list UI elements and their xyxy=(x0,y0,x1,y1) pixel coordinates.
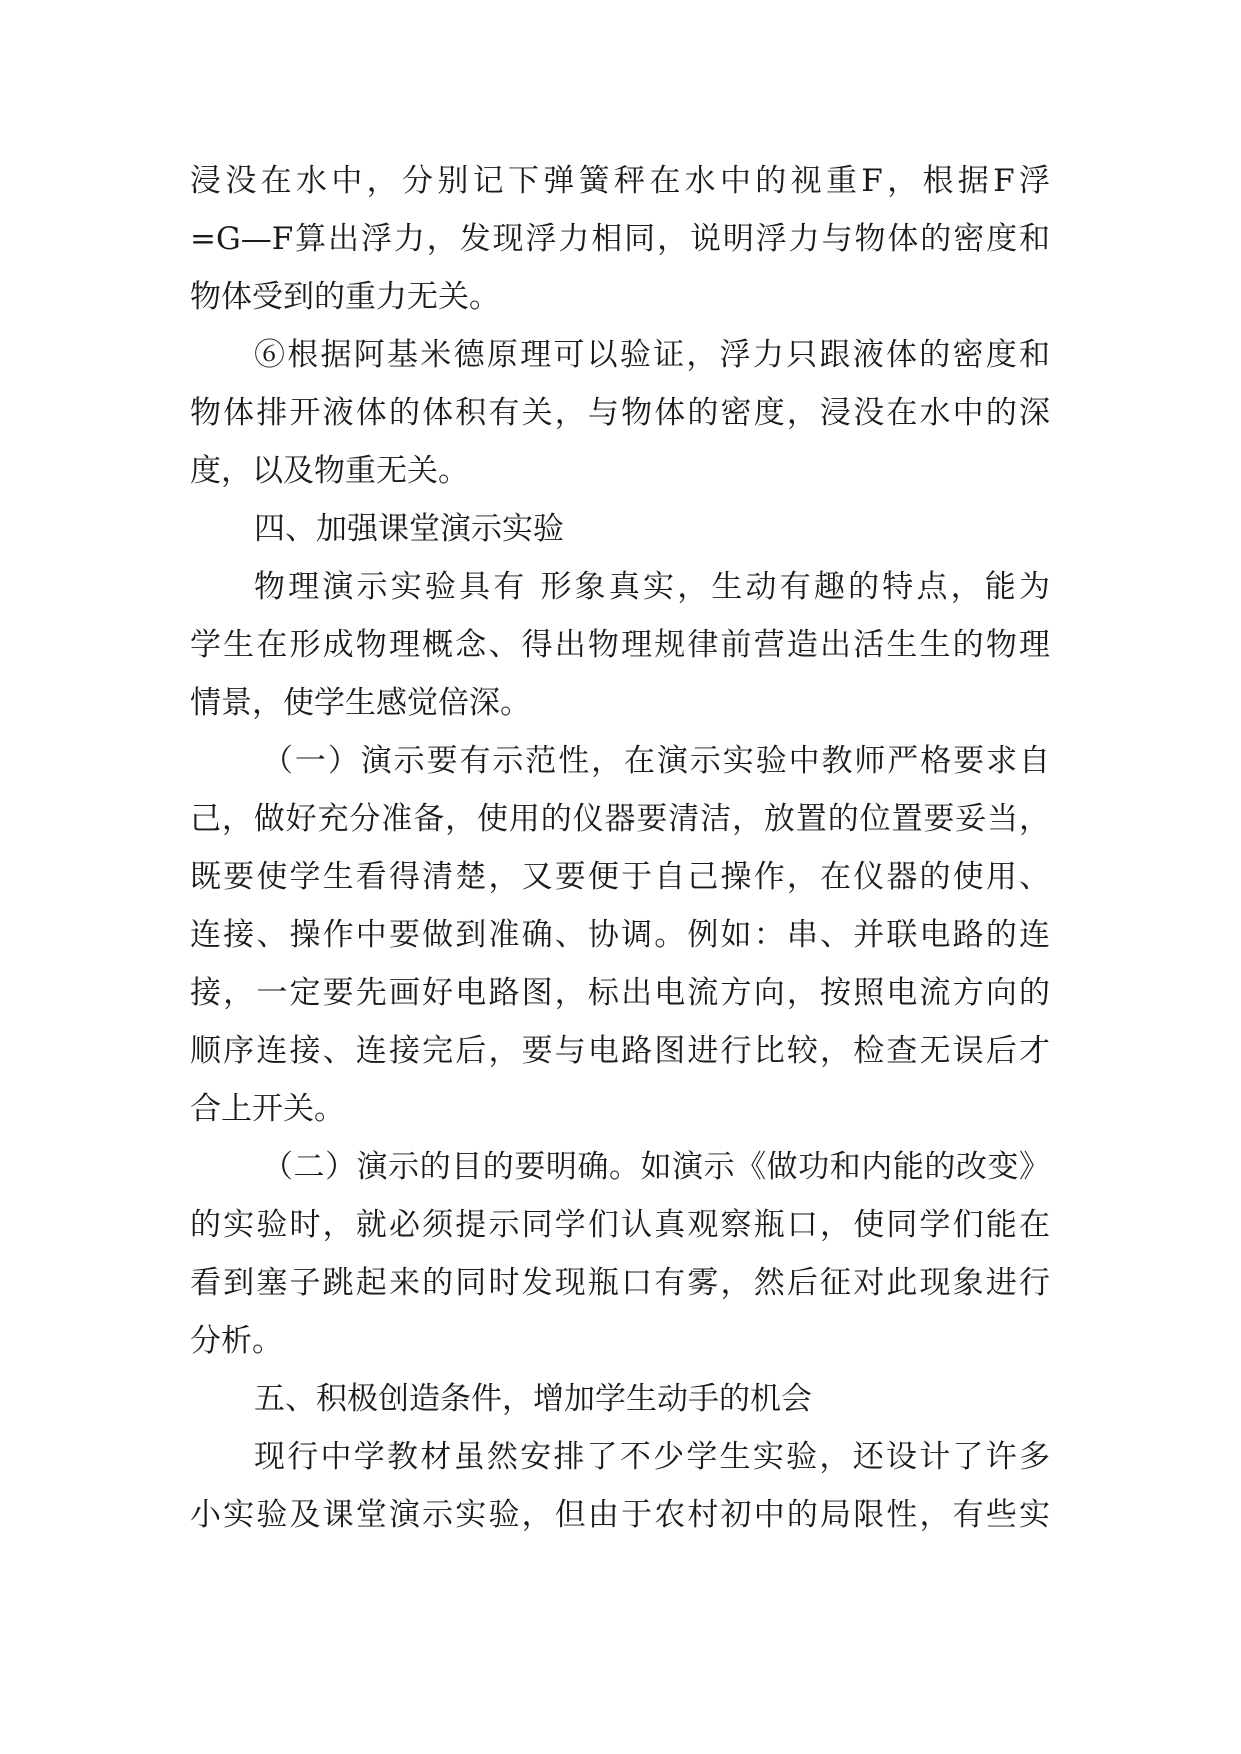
paragraph-line: 顺序连接、连接完后，要与电路图进行比较，检查无误后才 xyxy=(190,1033,1050,1069)
paragraph-line: 看到塞子跳起来的同时发现瓶口有雾，然后征对此现象进行 xyxy=(190,1265,1050,1301)
paragraph-line: 接，一定要先画好电路图，标出电流方向，按照电流方向的 xyxy=(190,975,1050,1011)
paragraph-line: （一）演示要有示范性，在演示实验中教师严格要求自 xyxy=(262,743,1050,779)
paragraph-line: ⑥根据阿基米德原理可以验证，浮力只跟液体的密度和 xyxy=(254,337,1050,373)
paragraph-line: 物体排开液体的体积有关，与物体的密度，浸没在水中的深 xyxy=(190,395,1050,431)
paragraph-line: 学生在形成物理概念、得出物理规律前营造出活生生的物理 xyxy=(190,627,1050,663)
paragraph-line: 浸没在水中，分别记下弹簧秤在水中的视重F，根据F浮 xyxy=(190,163,1050,199)
paragraph-line: 的实验时，就必须提示同学们认真观察瓶口，使同学们能在 xyxy=(190,1207,1050,1243)
paragraph-line: 己，做好充分准备，使用的仪器要清洁，放置的位置要妥当， xyxy=(190,801,1050,837)
paragraph-line: =G—F算出浮力，发现浮力相同，说明浮力与物体的密度和 xyxy=(190,221,1050,257)
paragraph-line: 连接、操作中要做到准确、协调。例如：串、并联电路的连 xyxy=(190,917,1050,953)
paragraph-line: 情景，使学生感觉倍深。 xyxy=(190,685,531,721)
section-heading: 五、积极创造条件，增加学生动手的机会 xyxy=(254,1381,812,1417)
paragraph-line: （二）演示的目的要明确。如演示《做功和内能的改变》 xyxy=(262,1149,1050,1185)
section-heading: 四、加强课堂演示实验 xyxy=(254,511,564,547)
paragraph-line: 既要使学生看得清楚，又要便于自己操作，在仪器的使用、 xyxy=(190,859,1050,895)
paragraph-line: 现行中学教材虽然安排了不少学生实验，还设计了许多 xyxy=(254,1439,1050,1475)
paragraph-line: 合上开关。 xyxy=(190,1091,345,1127)
paragraph-line: 分析。 xyxy=(190,1323,283,1359)
paragraph-line: 小实验及课堂演示实验，但由于农村初中的局限性，有些实 xyxy=(190,1497,1050,1533)
paragraph-line: 度，以及物重无关。 xyxy=(190,453,469,489)
paragraph-line: 物理演示实验具有 形象真实，生动有趣的特点，能为 xyxy=(254,569,1050,605)
paragraph-line: 物体受到的重力无关。 xyxy=(190,279,500,315)
